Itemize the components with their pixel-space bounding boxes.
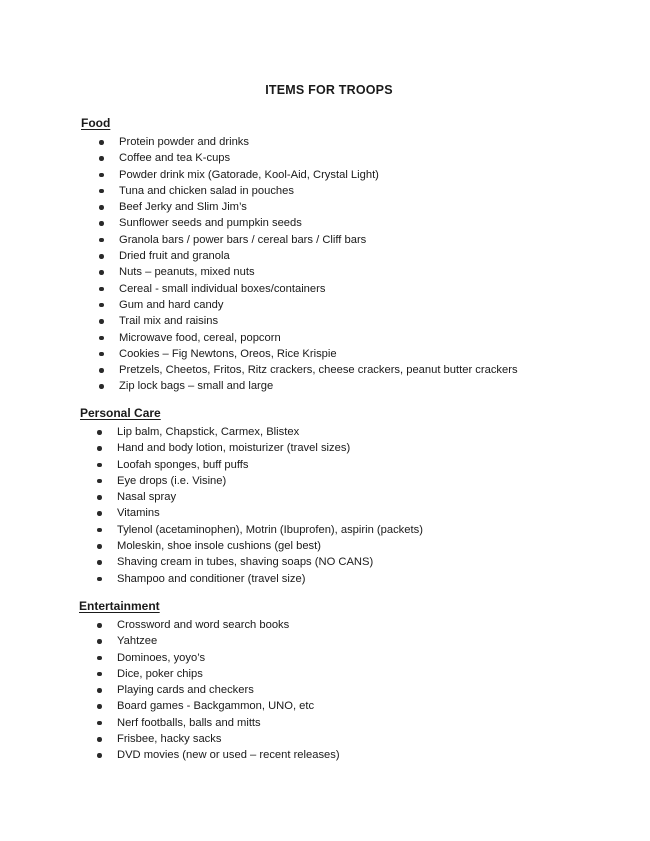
list-item-text: Yahtzee: [117, 635, 158, 648]
list-item: [79, 215, 518, 231]
list-item-text: Eye drops (i.e. Visine): [117, 474, 227, 487]
list-item-text: Crossword and word search books: [117, 619, 290, 631]
list-item: [79, 698, 340, 714]
bullet-icon: [97, 639, 102, 644]
list-item: [79, 183, 518, 199]
bullet-icon: [97, 495, 102, 500]
list-item: [79, 199, 518, 215]
bullet-icon: [97, 463, 102, 468]
bullet-icon: [99, 336, 104, 341]
food-list: [79, 134, 518, 395]
list-item: [79, 264, 518, 280]
list-item-text: Vitamins: [117, 507, 160, 520]
list-item-text: Coffee and tea K-cups: [119, 152, 231, 165]
bullet-icon: [97, 544, 102, 549]
list-item-text: Hand and body lotion, moisturizer (travel sizes): [117, 442, 351, 455]
page-title: ITEMS FOR TROOPS: [265, 83, 393, 97]
list-item: [79, 362, 518, 378]
bullet-icon: [99, 319, 104, 324]
list-item: [79, 167, 518, 183]
bullet-icon: [99, 384, 104, 389]
list-item-text: Dried fruit and granola: [119, 250, 230, 263]
list-item-text: Zip lock bags – small and large: [119, 380, 274, 393]
list-item-text: Dice, poker chips: [117, 667, 203, 680]
list-item: [79, 617, 340, 633]
list-item: [79, 633, 340, 649]
list-item: [79, 666, 340, 682]
section-heading-entertainment: Entertainment: [79, 599, 160, 613]
list-item-text: Shampoo and conditioner (travel size): [117, 572, 306, 585]
bullet-icon: [99, 156, 104, 161]
section-food: [79, 116, 518, 395]
section-heading-personal-care: Personal Care: [80, 406, 161, 420]
list-item: [79, 715, 340, 731]
list-item-text: Nasal spray: [117, 491, 177, 504]
list-item-text: Microwave food, cereal, popcorn: [119, 331, 281, 344]
list-item: [79, 473, 423, 489]
list-item: [79, 522, 423, 538]
list-item: [79, 424, 423, 440]
bullet-icon: [97, 753, 102, 758]
list-item: [79, 650, 340, 666]
list-item-text: Trail mix and raisins: [119, 315, 219, 328]
bullet-icon: [99, 238, 104, 243]
section-heading-food: Food: [81, 116, 111, 130]
list-item: [79, 248, 518, 264]
list-item: [79, 538, 423, 554]
list-item: [79, 330, 518, 346]
list-item-text: Pretzels, Cheetos, Fritos, Ritz crackers, cheese crackers, peanut butter crackers: [119, 364, 518, 377]
list-item-text: Tylenol (acetaminophen), Motrin (Ibuprofen), aspirin (packets): [117, 523, 423, 536]
list-item-text: Cereal - small individual boxes/containers: [119, 282, 326, 295]
list-item-text: Nuts – peanuts, mixed nuts: [119, 266, 255, 279]
bullet-icon: [99, 140, 104, 145]
bullet-icon: [99, 189, 104, 194]
list-item-text: Gum and hard candy: [119, 298, 224, 311]
list-item-text: Tuna and chicken salad in pouches: [119, 184, 294, 197]
list-item: [79, 731, 340, 747]
list-item-text: DVD movies (new or used – recent releases): [117, 749, 340, 762]
list-item-text: Nerf footballs, balls and mitts: [117, 716, 261, 729]
bullet-icon: [97, 577, 102, 582]
list-item: [79, 232, 518, 248]
list-item-text: Protein powder and drinks: [119, 136, 249, 148]
bullet-icon: [97, 479, 102, 484]
section-entertainment: [79, 599, 340, 764]
bullet-icon: [99, 205, 104, 210]
list-item: [79, 297, 518, 313]
bullet-icon: [97, 623, 102, 628]
list-item-text: Sunflower seeds and pumpkin seeds: [119, 217, 302, 230]
list-item: [79, 505, 423, 521]
list-item: [79, 346, 518, 362]
list-item-text: Moleskin, shoe insole cushions (gel best): [117, 540, 321, 553]
list-item: [79, 747, 340, 763]
list-item-text: Powder drink mix (Gatorade, Kool-Aid, Crystal Light): [119, 168, 379, 181]
list-item: [79, 134, 518, 150]
list-item: [79, 313, 518, 329]
list-item-text: Granola bars / power bars / cereal bars / Cliff bars: [119, 233, 367, 246]
bullet-icon: [99, 173, 104, 178]
bullet-icon: [99, 368, 104, 373]
bullet-icon: [99, 287, 104, 292]
bullet-icon: [99, 221, 104, 226]
list-item: [79, 440, 423, 456]
bullet-icon: [97, 430, 102, 435]
list-item: [79, 150, 518, 166]
list-item-text: Loofah sponges, buff puffs: [117, 458, 249, 471]
bullet-icon: [97, 528, 102, 533]
bullet-icon: [97, 688, 102, 693]
bullet-icon: [99, 352, 104, 357]
list-item: [79, 489, 423, 505]
bullet-icon: [97, 560, 102, 565]
bullet-icon: [97, 656, 102, 661]
bullet-icon: [97, 446, 102, 451]
bullet-icon: [97, 721, 102, 726]
list-item: [79, 457, 423, 473]
entertainment-list: [79, 617, 340, 764]
bullet-icon: [97, 511, 102, 516]
list-item-text: Beef Jerky and Slim Jim’s: [119, 201, 247, 214]
section-personal-care: [79, 406, 423, 587]
list-item: [79, 682, 340, 698]
list-item-text: Lip balm, Chapstick, Carmex, Blistex: [117, 426, 300, 438]
bullet-icon: [99, 254, 104, 259]
bullet-icon: [97, 704, 102, 709]
list-item-text: Frisbee, hacky sacks: [117, 733, 222, 746]
personal-care-list: [79, 424, 423, 587]
list-item-text: Dominoes, yoyo’s: [117, 651, 206, 664]
list-item-text: Shaving cream in tubes, shaving soaps (NO CANS): [117, 556, 374, 569]
bullet-icon: [97, 737, 102, 742]
list-item: [79, 554, 423, 570]
bullet-icon: [99, 303, 104, 308]
list-item-text: Board games - Backgammon, UNO, etc: [117, 700, 315, 713]
bullet-icon: [97, 672, 102, 677]
list-item: [79, 378, 518, 394]
list-item: [79, 571, 423, 587]
list-item-text: Playing cards and checkers: [117, 684, 254, 697]
list-item-text: Cookies – Fig Newtons, Oreos, Rice Krispie: [119, 347, 337, 360]
list-item: [79, 281, 518, 297]
bullet-icon: [99, 270, 104, 275]
